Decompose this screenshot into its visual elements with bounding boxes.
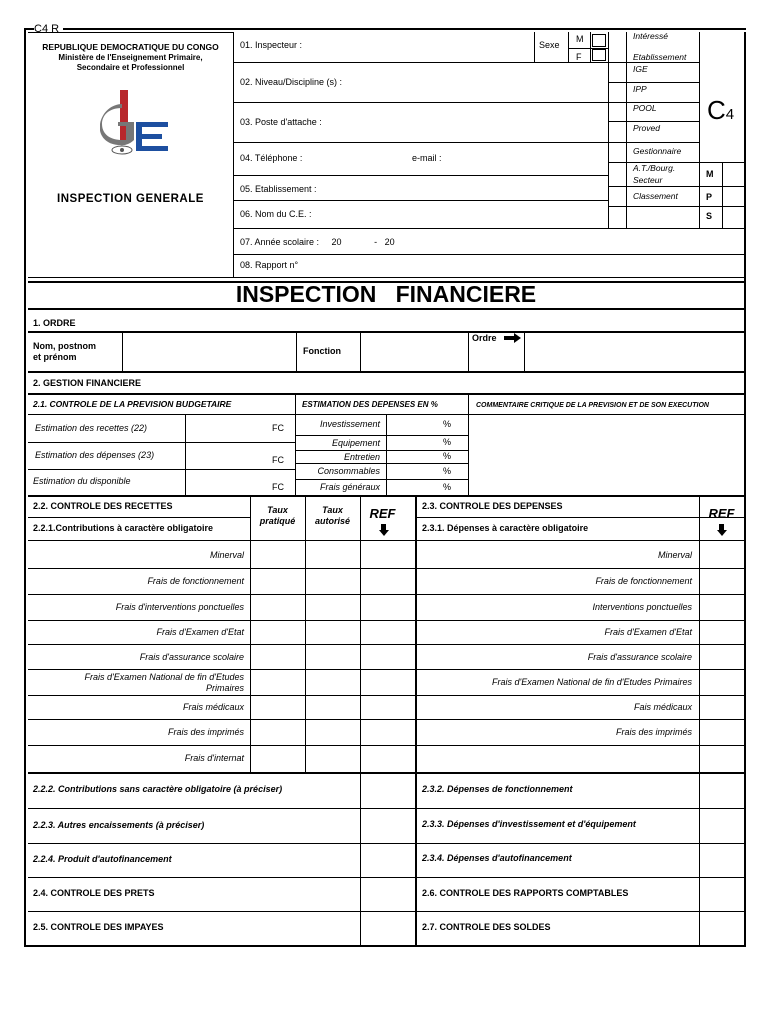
bottom-line-3: [28, 877, 744, 878]
bottom-row-right: 2.7. CONTROLE DES SOLDES: [422, 922, 551, 932]
items-top-line: [28, 540, 744, 541]
side-item-ige: IGE: [633, 64, 648, 74]
side-item-pool: POOL: [633, 103, 657, 113]
pct-entretien-label: Entretien: [343, 452, 380, 462]
page-title: INSPECTION FINANCIERE: [235, 281, 537, 307]
est-vline: [185, 414, 186, 495]
row-line-7: [233, 254, 744, 255]
poste-field[interactable]: 03. Poste d'attache :: [240, 117, 322, 127]
mps-col-line: [722, 162, 723, 228]
bottom-row-right: 2.3.3. Dépenses d'investissement et d'équipement: [422, 819, 636, 829]
recette-item: Frais d'internat: [184, 753, 244, 763]
row-line-3: [233, 142, 608, 143]
fonction-input[interactable]: [362, 333, 466, 369]
fonction-label: Fonction: [303, 346, 341, 356]
header-divider: [233, 32, 234, 278]
recettes-heading: 2.2. CONTROLE DES RECETTES: [33, 501, 173, 511]
nom-ce-field[interactable]: 06. Nom du C.E. :: [240, 209, 312, 219]
taux-pratique-label-2: pratiqué: [259, 516, 296, 526]
pct-frais-generaux-unit: %: [443, 482, 452, 492]
ordre-vline-4: [468, 331, 469, 371]
pct-entretien-unit: %: [443, 451, 452, 461]
side-item-ipp: IPP: [633, 84, 647, 94]
sexe-divider-2: [568, 32, 569, 62]
taux-autorise-label-1: Taux: [322, 505, 343, 515]
side-item-etablissement: Etablissement: [633, 52, 687, 62]
ordre-label: Ordre: [472, 333, 497, 343]
estimation-depenses-heading: ESTIMATION DES DEPENSES EN %: [302, 400, 438, 409]
inspecteur-field[interactable]: 01. Inspecteur :: [240, 40, 303, 50]
pct-vline: [386, 414, 387, 495]
side-line-d: [608, 121, 699, 122]
side-line-e: [608, 142, 699, 143]
side-item-at-bourg: A.T./Bourg.: [633, 163, 676, 173]
bottom-row-left: 2.5. CONTROLE DES IMPAYES: [33, 922, 164, 932]
item-line-4: [28, 644, 744, 645]
sexe-label: Sexe: [539, 40, 560, 50]
pct-frais-generaux-label: Frais généraux: [319, 482, 380, 492]
sexe-m-label: M: [576, 34, 584, 44]
recette-item: Frais d'assurance scolaire: [139, 652, 244, 662]
mps-m-label: M: [706, 169, 714, 179]
pct-consommables-unit: %: [443, 466, 452, 476]
recette-item: Frais médicaux: [182, 702, 244, 712]
depense-item: Frais de fonctionnement: [595, 576, 692, 586]
depense-item: Fais médicaux: [633, 702, 692, 712]
etablissement-field[interactable]: 05. Etablissement :: [240, 184, 317, 194]
pct-line-4: [295, 479, 468, 480]
item-line-1: [28, 568, 744, 569]
row-line-2: [233, 102, 608, 103]
inspection-generale-label: INSPECTION GENERALE: [57, 193, 204, 205]
taux-autorise-label-2: autorisé: [314, 516, 350, 526]
sexe-divider-3: [590, 32, 591, 62]
recette-item: Minerval: [209, 550, 244, 560]
pct-investissement-unit: %: [443, 419, 452, 429]
row-line-4: [233, 175, 608, 176]
est-line-2: [28, 469, 295, 470]
niveau-field[interactable]: 02. Niveau/Discipline (s) :: [240, 77, 343, 87]
side-item-interesse: Intéressé: [633, 31, 668, 41]
recette-item: Frais d'Examen National de fin d'Etudes: [84, 672, 244, 682]
recettes-sub-heading: 2.2.1.Contributions à caractère obligatoire: [33, 523, 214, 533]
pct-equipement-label: Equipement: [331, 438, 380, 448]
bottom-row-left: 2.2.3. Autres encaissements (à préciser): [33, 820, 205, 830]
ordre-vline-2: [296, 331, 297, 371]
ordre-input[interactable]: [526, 333, 742, 369]
commentaire-input[interactable]: [470, 416, 742, 494]
sexe-f-checkbox[interactable]: [592, 49, 606, 61]
pct-consommables-label: Consommables: [317, 466, 380, 476]
nom-input[interactable]: [124, 333, 294, 369]
rec-vline-2: [305, 495, 306, 772]
dep-head-line: [415, 517, 744, 518]
estimation-recettes-label: Estimation des recettes (22): [35, 423, 148, 433]
sexe-divider: [534, 32, 535, 62]
side-item-gestionnaire: Gestionnaire: [633, 146, 682, 156]
arrow-down-icon: [379, 530, 389, 536]
ordre-vline-3: [360, 331, 361, 371]
prev-bottom-line: [28, 495, 744, 497]
commentaire-heading: COMMENTAIRE CRITIQUE DE LA PREVISION ET DE SON EXECUTION: [476, 402, 709, 409]
depense-item: Interventions ponctuelles: [592, 602, 692, 612]
depenses-heading: 2.3. CONTROLE DES DEPENSES: [422, 501, 563, 511]
item-line-2: [28, 594, 744, 595]
row-line-6: [233, 228, 744, 229]
rec-head-line: [28, 517, 250, 518]
row-line-8: [28, 277, 744, 278]
bottom-row-right: 2.3.2. Dépenses de fonctionnement: [422, 784, 573, 794]
recette-item: Frais de fonctionnement: [147, 576, 244, 586]
sexe-m-checkbox[interactable]: [592, 34, 606, 47]
estimation-disponible-label: Estimation du disponible: [33, 476, 131, 486]
estimation-disponible-unit: FC: [272, 482, 284, 492]
ordre-line-2: [28, 371, 744, 373]
bottom-row-left: 2.4. CONTROLE DES PRETS: [33, 888, 155, 898]
bottom-line-2: [28, 843, 744, 844]
pct-equipement-unit: %: [443, 437, 452, 447]
estimation-depenses-label: Estimation des dépenses (23): [35, 450, 155, 460]
depense-item: Frais d'Examen National de fin d'Etudes Primaires: [491, 677, 692, 687]
est-line-1: [28, 442, 295, 443]
side-line-b: [608, 82, 699, 83]
estimation-depenses-unit: FC: [272, 455, 284, 465]
nom-label-2: et prénom: [33, 352, 77, 362]
nom-label-1: Nom, postnom: [33, 341, 96, 351]
pct-line-1: [295, 435, 468, 436]
arrow-down-icon: [717, 530, 727, 536]
recette-item: Frais d'interventions ponctuelles: [115, 602, 244, 612]
side-item-classement: Classement: [633, 191, 678, 201]
frame-left-line: [24, 28, 26, 946]
item-line-3: [28, 620, 744, 621]
sexe-f-label: F: [576, 52, 582, 62]
ordre-heading: 1. ORDRE: [33, 318, 76, 328]
ministry-line-2: Secondaire et Professionnel: [76, 63, 185, 72]
mps-s-label: S: [706, 211, 713, 221]
item-line-6: [28, 695, 744, 696]
recette-item-continued: Primaires: [205, 683, 244, 693]
gestion-heading: 2. GESTION FINANCIERE: [33, 378, 142, 388]
depense-item: Minerval: [657, 550, 692, 560]
item-line-8: [28, 745, 744, 746]
depenses-sub-heading: 2.3.1. Dépenses à caractère obligatoire: [422, 523, 589, 533]
pct-line-3: [295, 463, 468, 464]
bottom-line-4: [28, 911, 744, 912]
email-field[interactable]: e-mail :: [412, 153, 442, 163]
frame-right-line: [744, 32, 746, 946]
telephone-field[interactable]: 04. Téléphone :: [240, 153, 303, 163]
side-item-proved: Proved: [633, 123, 660, 133]
row-line-5: [233, 200, 608, 201]
bottom-row-right: 2.6. CONTROLE DES RAPPORTS COMPTABLES: [422, 888, 629, 898]
depense-item: Frais des imprimés: [615, 727, 692, 737]
corner-tag: C4 R: [34, 24, 63, 35]
republic-title: REPUBLIQUE DEMOCRATIQUE DU CONGO: [42, 42, 219, 52]
depense-item: Frais d'Examen d'Etat: [604, 627, 692, 637]
ordre-vline-1: [122, 331, 123, 371]
side-line-g: [608, 186, 744, 187]
estimation-recettes-unit: FC: [272, 423, 284, 433]
side-col-line-3: [699, 32, 700, 228]
recette-item: Frais des imprimés: [167, 727, 244, 737]
bottom-row-left: 2.2.4. Produit d'autofinancement: [33, 854, 172, 864]
rec-vline-1: [250, 495, 251, 772]
depenses-ref-label: REF: [708, 506, 735, 521]
rapport-field[interactable]: 08. Rapport n°: [240, 260, 299, 270]
frame-top-line: [24, 28, 746, 30]
form-code: C4: [707, 95, 735, 125]
bottom-row-right: 2.3.4. Dépenses d'autofinancement: [422, 853, 572, 863]
mps-p-label: P: [706, 192, 713, 202]
annee-field[interactable]: 07. Année scolaire : 20 - 20: [240, 237, 395, 247]
bottom-line-1: [28, 808, 744, 809]
prevision-heading: 2.1. CONTROLE DE LA PREVISION BUDGETAIRE: [33, 399, 232, 409]
taux-pratique-label-1: Taux: [267, 505, 288, 515]
depense-item: Frais d'assurance scolaire: [587, 652, 692, 662]
gestion-line-1: [28, 393, 744, 395]
arrow-right-icon: [504, 333, 522, 343]
pct-investissement-label: Investissement: [319, 419, 380, 429]
recettes-ref-label: REF: [369, 506, 396, 521]
row-line-1: [233, 62, 608, 63]
side-line-f: [608, 162, 744, 163]
side-item-secteur: Secteur: [633, 175, 663, 185]
recette-item: Frais d'Examen d'Etat: [156, 627, 244, 637]
title-bottom-line: [28, 308, 744, 310]
ige-logo: [100, 90, 180, 160]
bottom-row-left: 2.2.2. Contributions sans caractère obligatoire (à préciser): [33, 784, 283, 794]
ministry-line-1: Ministère de l'Enseignement Primaire,: [58, 53, 203, 62]
prev-vline-2: [468, 393, 469, 495]
item-line-7: [28, 719, 744, 720]
side-line-h: [608, 206, 744, 207]
item-line-9: [28, 772, 744, 774]
frame-bottom-line: [24, 945, 746, 947]
ordre-vline-5: [524, 331, 525, 371]
item-line-5: [28, 669, 744, 670]
